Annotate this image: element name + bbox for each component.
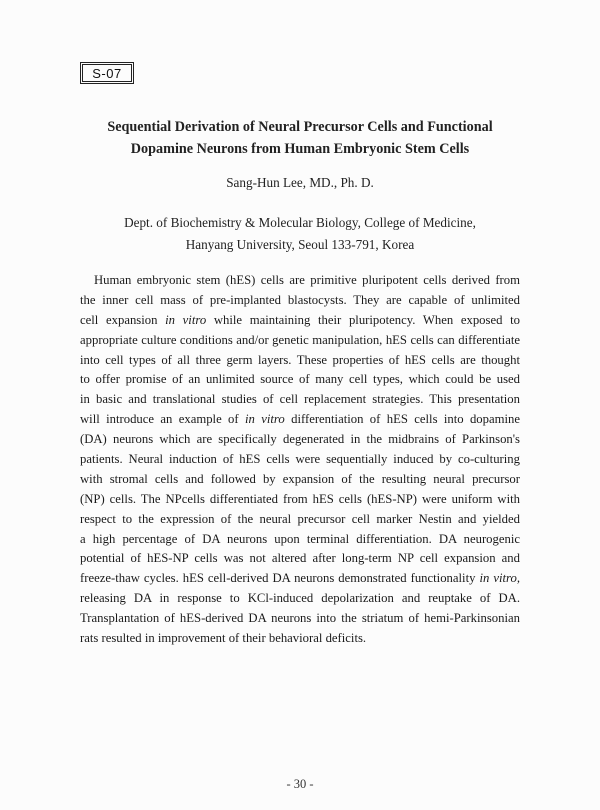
abstract-line: in basic and translational studies of cell replacement strategies. This presentation (80, 392, 520, 407)
abstract-line: Human embryonic stem (hES) cells are primitive pluripotent cells derived from (94, 273, 520, 287)
title-line-1: Sequential Derivation of Neural Precursor Cells and Functional (107, 119, 493, 135)
author-name: Sang-Hun Lee, MD., Ph. D. (226, 175, 374, 190)
abstract-line: releasing DA in response to KCl-induced depolarization and reuptake of DA. (80, 591, 520, 606)
author-affiliation (0, 212, 600, 256)
abstract-line: potential of hES-NP cells was not altered after long-term NP cell expansion and (80, 551, 520, 566)
abstract-line: a high percentage of DA neurons upon terminal differentiation. DA neurogenic (80, 531, 520, 546)
session-code-badge (80, 62, 134, 84)
abstract-line: (DA) neurons which are specifically degenerated in the midbrains of Parkinson's (80, 432, 520, 447)
abstract-italic-text: in vitro (245, 412, 285, 427)
abstract-line: appropriate culture conditions and/or genetic manipulation, hES cells can differentiate (80, 332, 520, 347)
abstract-text: freeze-thaw cycles. hES cell-derived DA neurons demonstrated functionality (80, 571, 480, 586)
paper-title (40, 116, 560, 160)
abstract-line (80, 569, 520, 589)
session-code-text: S-07 (92, 65, 122, 81)
abstract-text: while maintaining their pluripotency. When exposed to (206, 312, 520, 327)
abstract-line: with stromal cells and followed by expansion of the resulting neural precursor (80, 471, 520, 486)
abstract-italic-text: in vitro, (479, 571, 520, 586)
page-number: - 30 - (286, 777, 314, 791)
abstract-text: will introduce an example of (80, 412, 245, 427)
affiliation-line-2: Hanyang University, Seoul 133-791, Korea (185, 237, 415, 252)
abstract-line (80, 311, 520, 331)
abstract-line: (NP) cells. The NPcells differentiated from hES cells (hES-NP) were uniform with (80, 491, 520, 506)
abstract-line: to offer promise of an unlimited source of many cell types, which could be used (80, 372, 520, 387)
abstract-line: into cell types of all three germ layers. These properties of hES cells are thought (80, 352, 520, 367)
affiliation-line-1: Dept. of Biochemistry & Molecular Biology, College of Medicine, (124, 215, 476, 230)
abstract-text: differentiation of hES cells into dopamine (284, 412, 520, 427)
abstract-italic-text: in vitro (165, 312, 207, 327)
abstract-line: rats resulted in improvement of their behavioral deficits. (80, 631, 367, 646)
title-line-2: Dopamine Neurons from Human Embryonic Stem Cells (130, 141, 470, 157)
abstract-line (80, 410, 520, 430)
abstract-body (80, 271, 520, 649)
abstract-line: patients. Neural induction of hES cells were sequentially induced by co-culturing (80, 452, 520, 467)
abstract-line: respect to the expression of the neural precursor cell marker Nestin and yielded (80, 511, 520, 526)
abstract-text: cell expansion (80, 312, 166, 327)
abstract-line: the inner cell mass of pre-implanted blastocysts. They are capable of unlimited (80, 292, 520, 307)
abstract-line: Transplantation of hES-derived DA neurons into the striatum of hemi-Parkinsonian (80, 611, 520, 626)
